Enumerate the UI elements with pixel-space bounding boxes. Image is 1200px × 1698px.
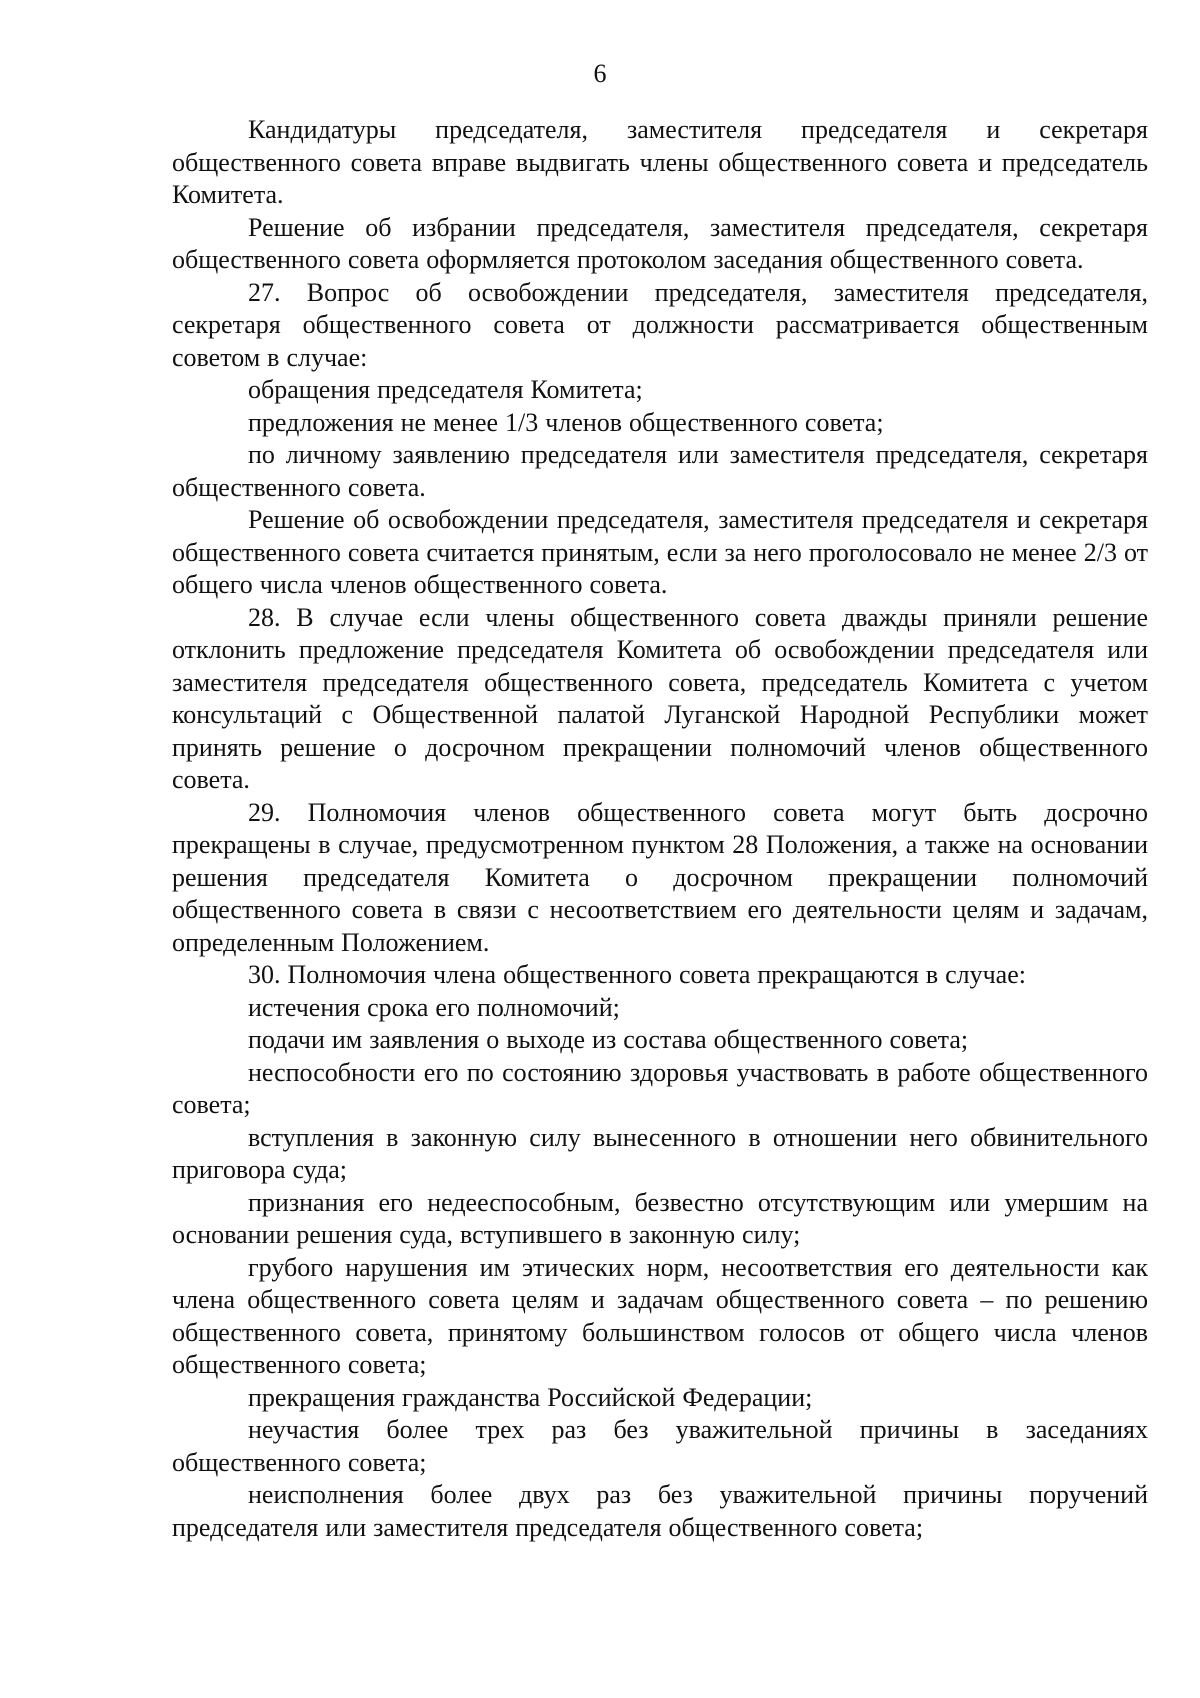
list-item-ethics-violation: грубого нарушения им этических норм, несоответствия его деятельности как члена общественного совета целям и задачам общественного совета – по решению общественного совета, принятому большинством голосов от общего числа членов общественного совета; — [172, 1252, 1148, 1379]
paragraph-item-28: 28. В случае если члены общественного совета дважды приняли решение отклонить предложение председателя Комитета об освобождении председателя или заместителя председателя общественного совета, председатель Комитета с учетом консультаций с Общественной палатой Луганской Народной Республики может принять решение о досрочном прекращении полномочий членов общественного совета. — [172, 602, 1148, 794]
list-item-term-expiry: истечения срока его полномочий; — [248, 992, 620, 1022]
paragraph-item-30: 30. Полномочия члена общественного совета прекращаются в случае: — [248, 960, 1026, 989]
list-item-personal-statement: по личному заявлению председателя или заместителя председателя, секретаря общественного совета. — [172, 440, 1148, 502]
list-item-incapacity: признания его недееспособным, безвестно отсутствующим или умершим на основании решения суда, вступившего в законную силу; — [172, 1187, 1148, 1249]
list-item-non-fulfillment: неисполнения более двух раз без уважительной причины поручений председателя или заместителя председателя общественного совета; — [172, 1480, 1148, 1542]
list-item-one-third-proposal: предложения не менее 1/3 членов общественного совета; — [248, 407, 884, 437]
list-item-conviction: вступления в законную силу вынесенного в отношении него обвинительного приговора суда; — [172, 1122, 1148, 1184]
paragraph-item-29: 29. Полномочия членов общественного совета могут быть досрочно прекращены в случае, предусмотренном пунктом 28 Положения, а также на основании решения председателя Комитета о досрочном прекращении полномочий общественного совета в связи с несоответствием его деятельности целям и задачам, определенным Положением. — [172, 797, 1148, 957]
list-item-committee-request: обращения председателя Комитета; — [248, 375, 643, 404]
paragraph-release-decision: Решение об освобождении председателя, заместителя председателя и секретаря общественного совета считается принятым, если за него проголосовало не менее 2/3 от общего числа членов общественного совета. — [172, 505, 1148, 599]
list-item-absence: неучастия более трех раз без уважительной причины в заседаниях общественного совета; — [172, 1415, 1148, 1477]
paragraph-item-27: 27. Вопрос об освобождении председателя, заместителя председателя, секретаря общественного совета от должности рассматривается общественным советом в случае: — [172, 277, 1148, 372]
paragraph-election-decision: Решение об избрании председателя, заместителя председателя, секретаря общественного совета оформляется протоколом заседания общественного совета. — [172, 212, 1148, 274]
list-item-resignation: подачи им заявления о выходе из состава общественного совета; — [248, 1025, 969, 1054]
document-body — [172, 114, 1148, 1544]
list-item-health: неспособности его по состоянию здоровья участвовать в работе общественного совета; — [172, 1057, 1148, 1119]
page-number: 6 — [593, 59, 607, 88]
list-item-citizenship: прекращения гражданства Российской Федерации; — [248, 1382, 813, 1412]
paragraph-nominations: Кандидатуры председателя, заместителя председателя и секретаря общественного совета вправе выдвигать члены общественного совета и председатель Комитета. — [172, 115, 1148, 209]
